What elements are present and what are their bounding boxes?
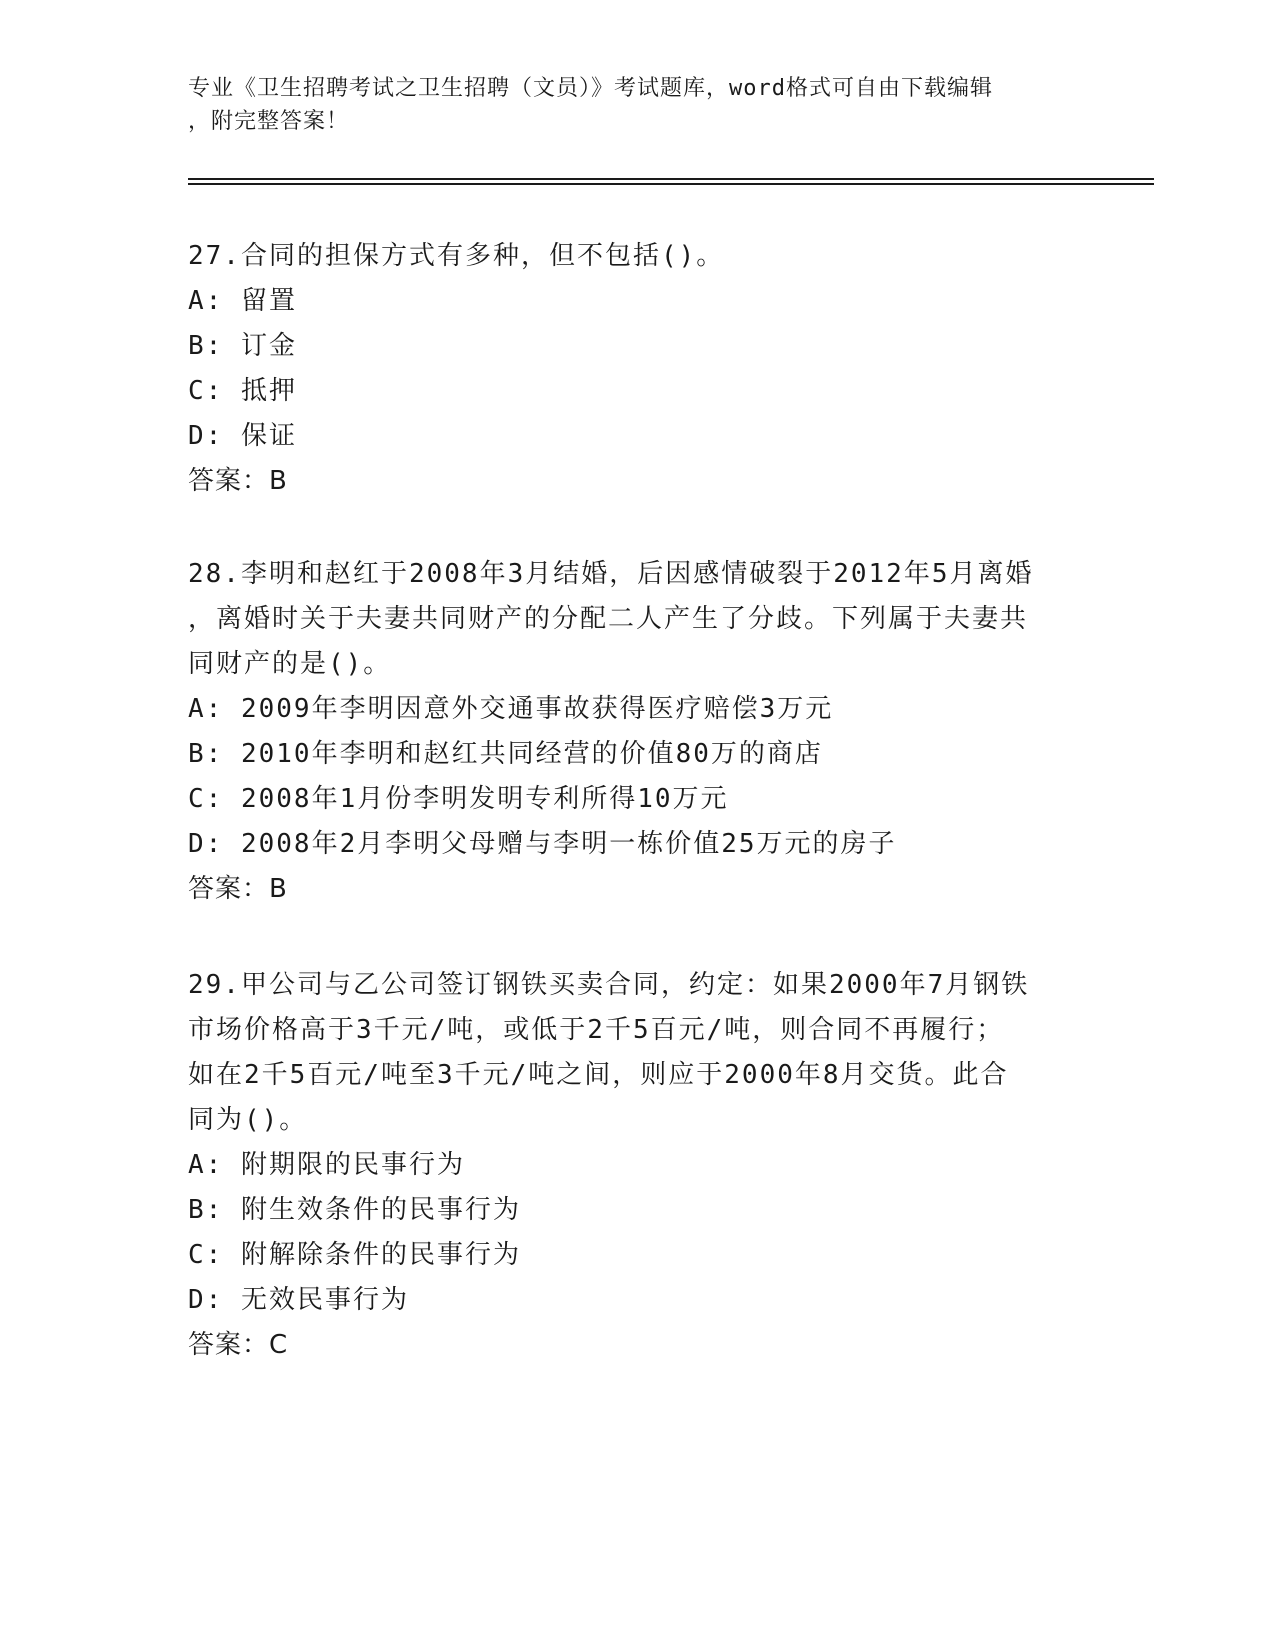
document-header (188, 72, 1088, 138)
answer-line: 答案：C (188, 1330, 289, 1360)
option-d: D: 保证 (188, 421, 297, 451)
question-27 (188, 234, 1088, 504)
header-line-2: ，附完整答案！ (188, 109, 350, 134)
header-divider-bottom (188, 183, 1154, 185)
option-b: B: 订金 (188, 331, 297, 361)
question-stem-line: 28.李明和赵红于2008年3月结婚，后因感情破裂于2012年5月离婚 (188, 559, 1034, 589)
question-28 (188, 552, 1088, 912)
option-a: A: 附期限的民事行为 (188, 1150, 465, 1180)
option-a: A: 2009年李明因意外交通事故获得医疗赔偿3万元 (188, 694, 834, 724)
question-29 (188, 963, 1088, 1368)
option-c: C: 抵押 (188, 376, 297, 406)
question-stem-line: 同为()。 (188, 1105, 308, 1135)
option-c: C: 2008年1月份李明发明专利所得10万元 (188, 784, 729, 814)
header-line-1: 专业《卫生招聘考试之卫生招聘（文员）》考试题库，word格式可自由下载编辑 (188, 76, 993, 101)
option-a: A: 留置 (188, 286, 297, 316)
question-stem-line: 如在2千5百元/吨至3千元/吨之间，则应于2000年8月交货。此合 (188, 1060, 1009, 1090)
question-stem: 27.合同的担保方式有多种，但不包括()。 (188, 241, 725, 271)
question-stem-line: ，离婚时关于夫妻共同财产的分配二人产生了分歧。下列属于夫妻共 (188, 604, 1029, 634)
option-d: D: 无效民事行为 (188, 1285, 409, 1315)
question-stem-line: 29.甲公司与乙公司签订钢铁买卖合同，约定：如果2000年7月钢铁 (188, 970, 1030, 1000)
option-d: D: 2008年2月李明父母赠与李明一栋价值25万元的房子 (188, 829, 897, 859)
option-b: B: 2010年李明和赵红共同经营的价值80万的商店 (188, 739, 823, 769)
option-b: B: 附生效条件的民事行为 (188, 1195, 521, 1225)
answer-line: 答案：B (188, 874, 288, 904)
header-divider-top (188, 178, 1154, 180)
option-c: C: 附解除条件的民事行为 (188, 1240, 521, 1270)
question-stem-line: 市场价格高于3千元/吨，或低于2千5百元/吨，则合同不再履行； (188, 1015, 1005, 1045)
answer-line: 答案：B (188, 466, 288, 496)
question-stem-line: 同财产的是()。 (188, 649, 392, 679)
